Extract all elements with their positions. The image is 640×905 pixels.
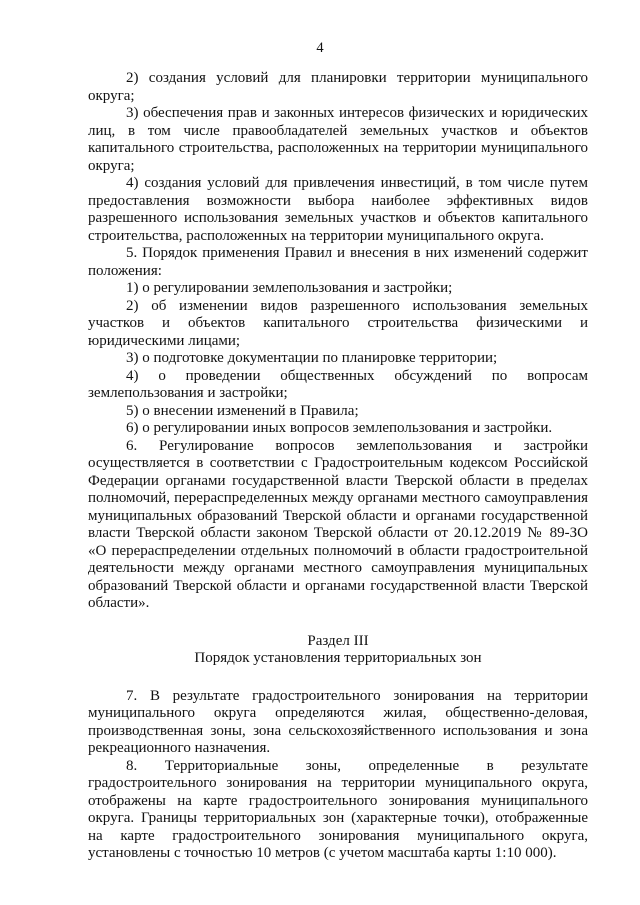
paragraph-clause-5-item-5: 5) о внесении изменений в Правила; <box>126 402 359 419</box>
paragraph-clause-8: 8. Территориальные зоны, определенные в результате градостроительного зонирования на территории муниципального округа, отображены на карте градостроительного зонирования муниципального округа. Границы территориальных зон (характерные точки), отображенные на карте градостроительного зонирования муниципального округа, установлены с точностью 10 метров (с учетом масштаба карты 1:10 000). <box>88 757 588 861</box>
paragraph-clause-5-item-1: 1) о регулировании землепользования и застройки; <box>126 280 453 296</box>
paragraph-item-2-planning: 2) создания условий для планировки территории муниципального округа; <box>88 70 588 104</box>
document-body <box>88 70 588 863</box>
paragraph-item-3-rights: 3) обеспечения прав и законных интересов физических и юридических лиц, в том числе правообладателей земельных участков и объектов капитального строительства, расположенных на территории муниципального округа; <box>88 105 588 174</box>
paragraph-clause-7: 7. В результате градостроительного зонирования на территории муниципального округа определяются жилая, общественно-деловая, производственная зоны, зона сельскохозяйственного использования и зона рекреационного назначения. <box>88 687 588 756</box>
section-header <box>88 633 588 668</box>
page-number: 4 <box>316 40 324 56</box>
section-subtitle: Порядок установления территориальных зон <box>194 650 482 666</box>
paragraph-clause-5-item-4: 4) о проведении общественных обсуждений по вопросам землепользования и застройки; <box>88 367 588 401</box>
paragraph-clause-5-item-3: 3) о подготовке документации по планировке территории; <box>126 350 498 366</box>
paragraph-clause-5-item-2: 2) об изменении видов разрешенного использования земельных участков и объектов капитального строительства физическими и юридическими лицами; <box>88 297 588 349</box>
paragraph-clause-5: 5. Порядок применения Правил и внесения в них изменений содержит положения: <box>88 245 588 279</box>
paragraph-clause-5-item-6: 6) о регулировании иных вопросов землепользования и застройки. <box>126 420 553 436</box>
section-title: Раздел III <box>307 632 369 649</box>
paragraph-item-4-investments: 4) создания условий для привлечения инвестиций, в том числе путем предоставления возможности выбора наиболее эффективных видов разрешенного использования земельных участков и объектов капитального строительства, расположенных на территории муниципального округа. <box>88 175 588 244</box>
paragraph-clause-6: 6. Регулирование вопросов землепользования и застройки осуществляется в соответствии с Градостроительным кодексом Российской Федерации органами государственной власти Тверской области в пределах полномочий, перераспределенных между органами местного самоуправления муниципальных образований Тверской области и органами государственной власти Тверской области законом Тверской области от 20.12.2019 № 89-ЗО «О перераспределении отдельных полномочий в области градостроительной деятельности между органами местного самоуправления муниципальных образований Тверской области и органами государственной власти Тверской области». <box>88 437 588 611</box>
